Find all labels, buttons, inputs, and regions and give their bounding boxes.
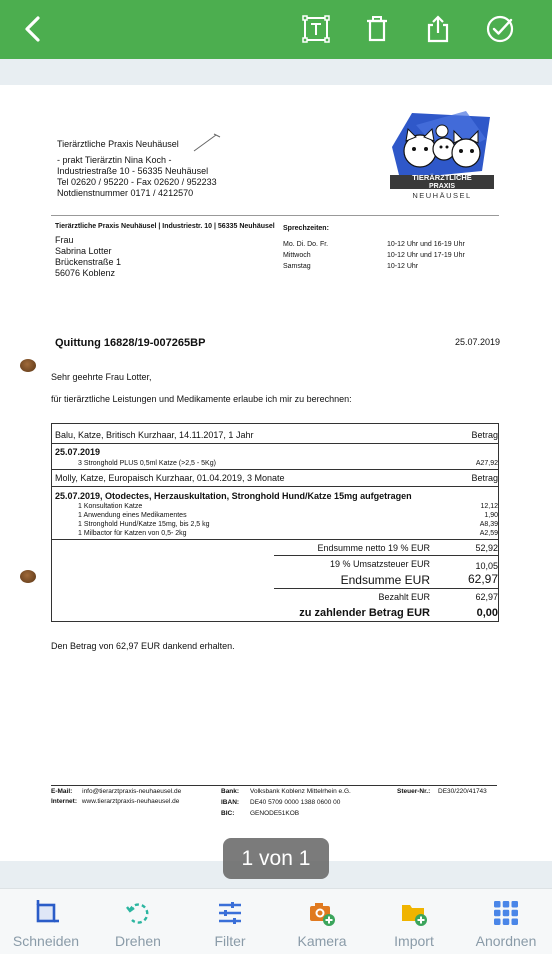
punch-hole-bottom: [20, 570, 36, 583]
footer-iban: DE40 5709 0000 1388 0600 00: [250, 799, 341, 806]
item-2a-amount: 12,12: [480, 503, 498, 510]
recipient-line2: Sabrina Lotter: [55, 246, 112, 256]
rotate-icon: [124, 899, 152, 927]
logo-line3: NEUHÄUSEL: [412, 191, 472, 199]
footer-email-value: info@tierarztpraxis-neuhaeusel.de: [82, 788, 182, 795]
camera-button[interactable]: [276, 899, 368, 954]
hours-days-2: Mittwoch: [283, 252, 311, 259]
total-divider: [274, 588, 499, 589]
total-value: 62,97: [467, 572, 498, 586]
hours-days-1: Mo. Di. Do. Fr.: [283, 241, 329, 248]
sender-phone: Tel 02620 / 95220 - Fax 02620 / 952233: [57, 177, 217, 187]
footer-bank: Volksbank Koblenz Mittelrhein e.G.: [250, 788, 351, 795]
camera-add-icon: [308, 899, 336, 927]
camera-label: Kamera: [297, 933, 347, 949]
back-button[interactable]: [14, 9, 54, 49]
sender-street: Industriestraße 10 - 56335 Neuhäusel: [57, 166, 209, 176]
animal-1: Balu, Katze, Britisch Kurzhaar, 14.11.2017, 1 Jahr: [55, 430, 254, 440]
paid-value: 62,97: [475, 592, 498, 602]
due-label: zu zahlender Betrag EUR: [299, 607, 430, 619]
hours-title: Sprechzeiten:: [283, 225, 329, 232]
filter-button[interactable]: [184, 899, 276, 954]
net-value: 52,92: [475, 543, 498, 553]
footer-iban-label: IBAN:: [221, 799, 240, 806]
rotate-label: Drehen: [115, 933, 161, 949]
text-recognition-button[interactable]: [296, 9, 336, 49]
net-label: Endsumme netto 19 % EUR: [317, 543, 430, 553]
share-button[interactable]: [418, 9, 458, 49]
crop-button[interactable]: [0, 899, 92, 954]
folder-add-icon: [400, 899, 428, 927]
recipient-line1: Frau: [55, 235, 74, 245]
item-2d-amount: A2,59: [479, 530, 498, 537]
footer-internet-label: Internet:: [51, 798, 77, 805]
arrange-button[interactable]: [460, 899, 552, 954]
chevron-left-icon: [19, 14, 49, 44]
sender-emergency: Notdienstnummer 0171 / 4212570: [57, 188, 194, 198]
toolbar-spacer: [0, 59, 552, 85]
bottom-toolbar: [0, 888, 552, 954]
recipient-line3: Brückenstraße 1: [55, 257, 122, 267]
thanks-text: Den Betrag von 62,97 EUR dankend erhalten.: [51, 641, 235, 651]
footer-internet: [51, 798, 179, 806]
date-1: 25.07.2019: [55, 447, 101, 457]
text-box-icon: [301, 14, 331, 44]
item-2b-amount: 1,90: [484, 512, 498, 519]
hours-time-2: 10-12 Uhr und 17-19 Uhr: [387, 252, 465, 259]
item-2c-desc: 1 Stronghold Hund/Katze 15mg, bis 2,5 kg: [78, 521, 210, 528]
intro-text: für tierärztliche Leistungen und Medikamente erlaube ich mir zu berechnen:: [51, 394, 352, 404]
vat-label: 19 % Umsatzsteuer EUR: [329, 559, 430, 569]
import-button[interactable]: [368, 899, 460, 954]
footer-bic: GENODE51KOB: [250, 810, 300, 817]
document-page: [0, 85, 552, 861]
receipt-title: Quittung 16828/19-007265BP: [55, 337, 206, 349]
logo-line2: PRAXIS: [428, 183, 456, 190]
footer-tax: DE30/220/41743: [438, 788, 487, 795]
item-2d-desc: 1 Milbactor für Katzen von 0,5- 2kg: [78, 530, 187, 537]
total-label: Endsumme EUR: [340, 573, 430, 587]
footer-email: [51, 788, 181, 796]
footer-divider: [51, 785, 497, 786]
punch-hole-top: [20, 359, 36, 372]
amount-header-1: Betrag: [471, 430, 498, 440]
row-divider: [51, 443, 499, 444]
row-divider: [51, 469, 499, 470]
filter-label: Filter: [214, 933, 246, 949]
salutation: Sehr geehrte Frau Lotter,: [51, 372, 152, 382]
cats-logo-icon: [386, 109, 498, 199]
delete-button[interactable]: [357, 9, 397, 49]
check-circle-icon: [485, 14, 515, 44]
top-toolbar: [0, 0, 552, 59]
item-2b-desc: 1 Anwendung eines Medikamentes: [78, 512, 187, 519]
footer-internet-value: www.tierarztpraxis-neuhaeusel.de: [81, 798, 180, 805]
hours-days-3: Samstag: [283, 263, 311, 270]
hours-time-1: 10-12 Uhr und 16-19 Uhr: [387, 241, 465, 248]
signature-scribble: [192, 131, 222, 153]
arrange-label: Anordnen: [475, 933, 537, 949]
total-divider: [274, 555, 499, 556]
vat-value: 10,05: [475, 561, 498, 571]
import-label: Import: [394, 933, 434, 949]
due-value: 0,00: [476, 607, 498, 619]
logo-line1: TIERÄRZTLICHE: [412, 173, 472, 182]
animal-2: Molly, Katze, Europaisch Kurzhaar, 01.04.2019, 3 Monate: [55, 473, 285, 483]
trash-icon: [362, 14, 392, 44]
done-button[interactable]: [480, 9, 520, 49]
item-1-desc: 3 Stronghold PLUS 0,5ml Katze (>2,5 - 5Kg): [78, 460, 216, 467]
recipient-line4: 56076 Koblenz: [55, 268, 116, 278]
header-divider: [51, 215, 499, 216]
date-2-title: 25.07.2019, Otodectes, Herzauskultation, Stronghold Hund/Katze 15mg aufgetragen: [55, 491, 412, 501]
grid-icon: [492, 899, 520, 927]
hours-time-3: 10-12 Uhr: [387, 263, 419, 270]
item-2a-desc: 1 Konsultation Katze: [78, 503, 143, 510]
amount-header-2: Betrag: [471, 473, 498, 483]
rotate-button[interactable]: [92, 899, 184, 954]
crop-label: Schneiden: [12, 933, 80, 949]
page-indicator: 1 von 1: [223, 838, 329, 879]
sender-vet: - prakt Tierärztin Nina Koch -: [57, 155, 172, 165]
footer-email-label: E-Mail:: [51, 788, 73, 795]
paid-label: Bezahlt EUR: [378, 592, 430, 602]
share-icon: [423, 14, 453, 44]
row-divider: [51, 539, 499, 540]
footer-tax-label: Steuer-Nr.:: [397, 788, 431, 795]
item-2c-amount: A8,39: [479, 521, 498, 528]
sliders-icon: [216, 899, 244, 927]
footer-bank-label: Bank:: [221, 788, 240, 795]
receipt-date: 25.07.2019: [454, 337, 500, 347]
return-address: Tierärztliche Praxis Neuhäusel | Industriestr. 10 | 56335 Neuhäusel: [55, 223, 275, 230]
footer-bic-label: BIC:: [221, 810, 235, 817]
item-1-amount: A27,92: [475, 460, 498, 467]
sender-name: Tierärztliche Praxis Neuhäusel: [57, 139, 179, 149]
row-divider: [51, 486, 499, 487]
crop-icon: [32, 899, 60, 927]
practice-logo: [386, 109, 498, 199]
